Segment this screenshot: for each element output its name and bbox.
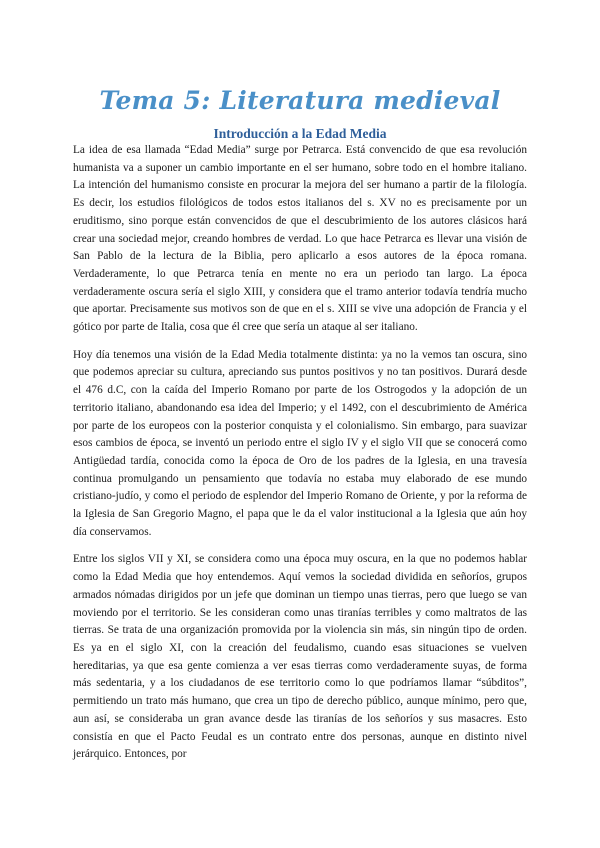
section-heading: Introducción a la Edad Media [213,126,387,141]
paragraph: Entre los siglos VII y XI, se considera como una época muy oscura, en la que no podemos hablar como la Edad Media que hoy entendemos. Aquí vemos la sociedad dividida en señoríos, grupos armados nómadas dirigidos por un jefe que dominan un tiempo unas tierras, pero que luego se van moviendo por el territorio. Se les consideran como unas tiranías terribles y como maltratos de las tierras. Se trata de una organización promovida por la violencia sin más, sin ningún tipo de orden. Es ya en el siglo XI, con la creación del feudalismo, cuando esas situaciones se vuelven hereditarias, ya que esa gente comienza a ver esas tierras como verdaderamente suyas, de forma más sedentaria, y a los ciudadanos de ese territorio como lo que podríamos llamar “súbditos”, permitiendo un trato más humano, que crea un tipo de derecho público, aunque mínimo, pero que, aun así, se consideraba un gran avance desde las tiranías de los señoríos y sus masacres. Esto consistía en que el Pacto Feudal es un contrato entre dos personas, aunque en distinto nivel jerárquico. Entonces, por [73,553,527,761]
paragraph: Hoy día tenemos una visión de la Edad Media totalmente distinta: ya no la vemos tan oscura, sino que podemos apreciar su cultura, apreciando sus puntos positivos y no tan positivos. Durará desde el 476 d.C, con la caída del Imperio Romano por parte de los Ostrogodos y la adopción de un territorio italiano, abandonando esa idea del Imperio; y el 1492, con el descubrimiento de América por parte de los europeos con la posterior conquista y el colonialismo. Sin embargo, para suavizar esos cambios de época, se inventó un periodo entre el siglo IV y el siglo VII que se conocerá como Antigüedad tardía, conocida como la época de Oro de los padres de la Iglesia, en una travesía continua promulgando un pensamiento que todavía no estaba muy elaborado de ese mundo cristiano-judío, y como el periodo de esplendor del Imperio Romano de Oriente, y por la reforma de la Iglesia de San Gregorio Magno, el papa que le da el valor institucional a la Iglesia que aún hoy día conservamos. [73,348,527,538]
paragraph: La idea de esa llamada “Edad Media” surge por Petrarca. Está convencido de que esa revolución humanista va a suponer un cambio importante en el ser humano, sobre todo en el hombre italiano. La intención del humanismo consiste en procurar la mejora del ser humano a partir de la filología. Es decir, los estudios filológicos de todos estos italianos del s. XV no es precisamente por un eruditismo, sino porque están convencidos de que el descubrimiento de los autores clásicos hará crear una sociedad mejor, creando hombres de verdad. Lo que hace Petrarca es llevar una visión de San Pablo de la lectura de la Biblia, pero aplicarlo a esos autores de la época romana. Verdaderamente, lo que Petrarca tenía en mente no era un periodo tan largo. La época verdaderamente oscura sería el siglo XIII, y considera que el tramo anterior todavía tendría mucho que aportar. Precisamente sus motivos son de que en el s. XIII se vive una adopción de Francia y el gótico por parte de Italia, cosa que él cree que sería un ataque al ser italiano. [73,144,527,334]
page-title: Tema 5: Literatura medieval [99,86,501,115]
